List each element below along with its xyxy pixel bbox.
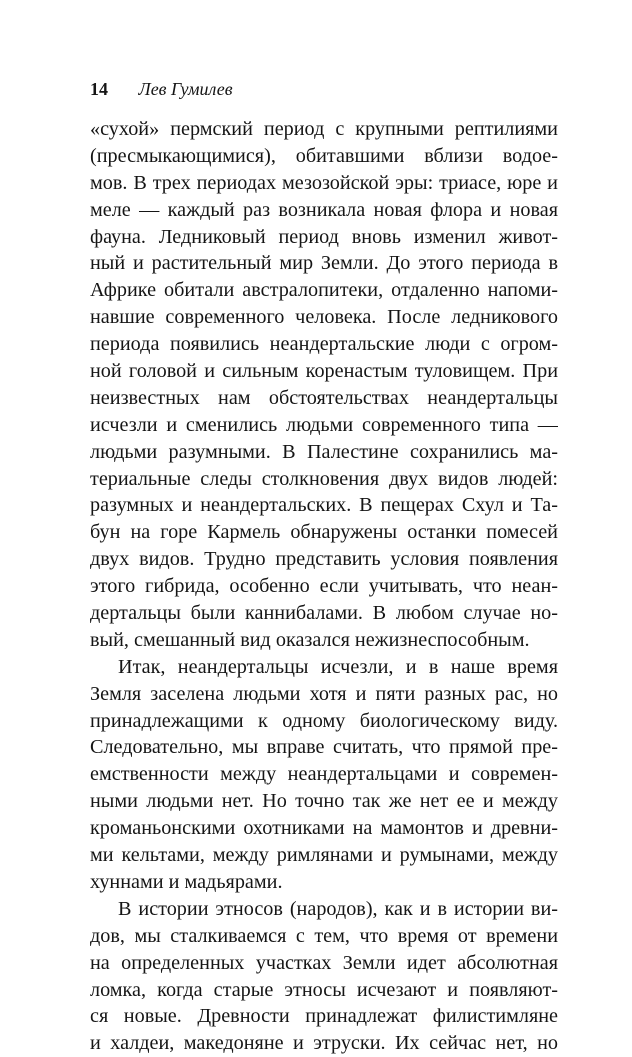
- text-line: периода появились неандертальские люди с огром-: [90, 333, 558, 356]
- paragraph: [90, 654, 558, 896]
- text-line: неизвестных нам обстоятельствах неандертальцы: [90, 386, 558, 409]
- paragraph: [90, 896, 558, 1057]
- text-line: разумных и неандертальских. В пещерах Схул и Та-: [90, 494, 558, 517]
- text-line: на определенных участках Земли идет абсолютная: [90, 951, 558, 974]
- text-line: (пресмыкающимися), обитавшими вблизи водое-: [90, 144, 558, 167]
- text-line: исчезли и сменились людьми современного типа —: [90, 413, 558, 436]
- text-line: мов. В трех периодах мезозойской эры: триасе, юре и: [90, 171, 558, 194]
- text-line: этого гибрида, особенно если учитывать, что неан-: [90, 575, 558, 598]
- text-line: навшие современного человека. После ледникового: [90, 306, 558, 329]
- text-line: Земля заселена людьми хотя и пяти разных рас, но: [90, 682, 558, 705]
- text-line: Итак, неандертальцы исчезли, и в наше время: [118, 655, 558, 678]
- text-line: ными людьми нет. Но точно так же нет ее и между: [90, 790, 558, 813]
- text-line: ломка, когда старые этносы исчезают и появляют-: [90, 978, 558, 1001]
- text-line: хуннами и мадьярами.: [90, 870, 283, 893]
- running-header: [90, 78, 233, 100]
- text-line: Африке обитали австралопитеки, отдаленно напоми-: [90, 279, 558, 302]
- text-line: териальные следы столкновения двух видов людей:: [90, 467, 558, 490]
- text-line: емственности между неандертальцами и современ-: [90, 763, 558, 786]
- paragraph: [90, 116, 558, 654]
- text-line: В истории этносов (народов), как и в истории ви-: [118, 897, 558, 920]
- text-line: вый, смешанный вид оказался нежизнеспособным.: [90, 628, 530, 651]
- text-line: дов, мы сталкиваемся с тем, что время от времени: [90, 924, 558, 947]
- text-line: ной головой и сильным коренастым туловищем. При: [90, 360, 558, 383]
- running-title-author: Лев Гумилев: [138, 79, 233, 99]
- text-line: и халдеи, македоняне и этруски. Их сейчас нет, но: [90, 1032, 558, 1055]
- text-line: ный и растительный мир Земли. До этого периода в: [90, 252, 558, 275]
- page-number: 14: [90, 79, 108, 99]
- text-line: дертальцы были каннибалами. В любом случае но-: [90, 602, 558, 625]
- text-line: двух видов. Трудно представить условия появления: [90, 548, 558, 571]
- text-line: Следовательно, мы вправе считать, что прямой пре-: [90, 736, 558, 759]
- text-line: «сухой» пермский период с крупными рептилиями: [90, 118, 558, 140]
- text-line: людьми разумными. В Палестине сохранились ма-: [90, 440, 558, 463]
- text-line: кроманьонскими охотниками на мамонтов и древни-: [90, 817, 558, 840]
- text-line: бун на горе Кармель обнаружены останки помесей: [90, 521, 558, 544]
- text-line: ся новые. Древности принадлежат филистимляне: [90, 1005, 558, 1028]
- text-line: фауна. Ледниковый период вновь изменил живот-: [90, 225, 558, 248]
- text-line: ми кельтами, между римлянами и румынами, между: [90, 844, 558, 867]
- text-line: меле — каждый раз возникала новая флора и новая: [90, 198, 558, 221]
- text-line: принадлежащими к одному биологическому виду.: [90, 709, 558, 732]
- body-text: [90, 116, 558, 1057]
